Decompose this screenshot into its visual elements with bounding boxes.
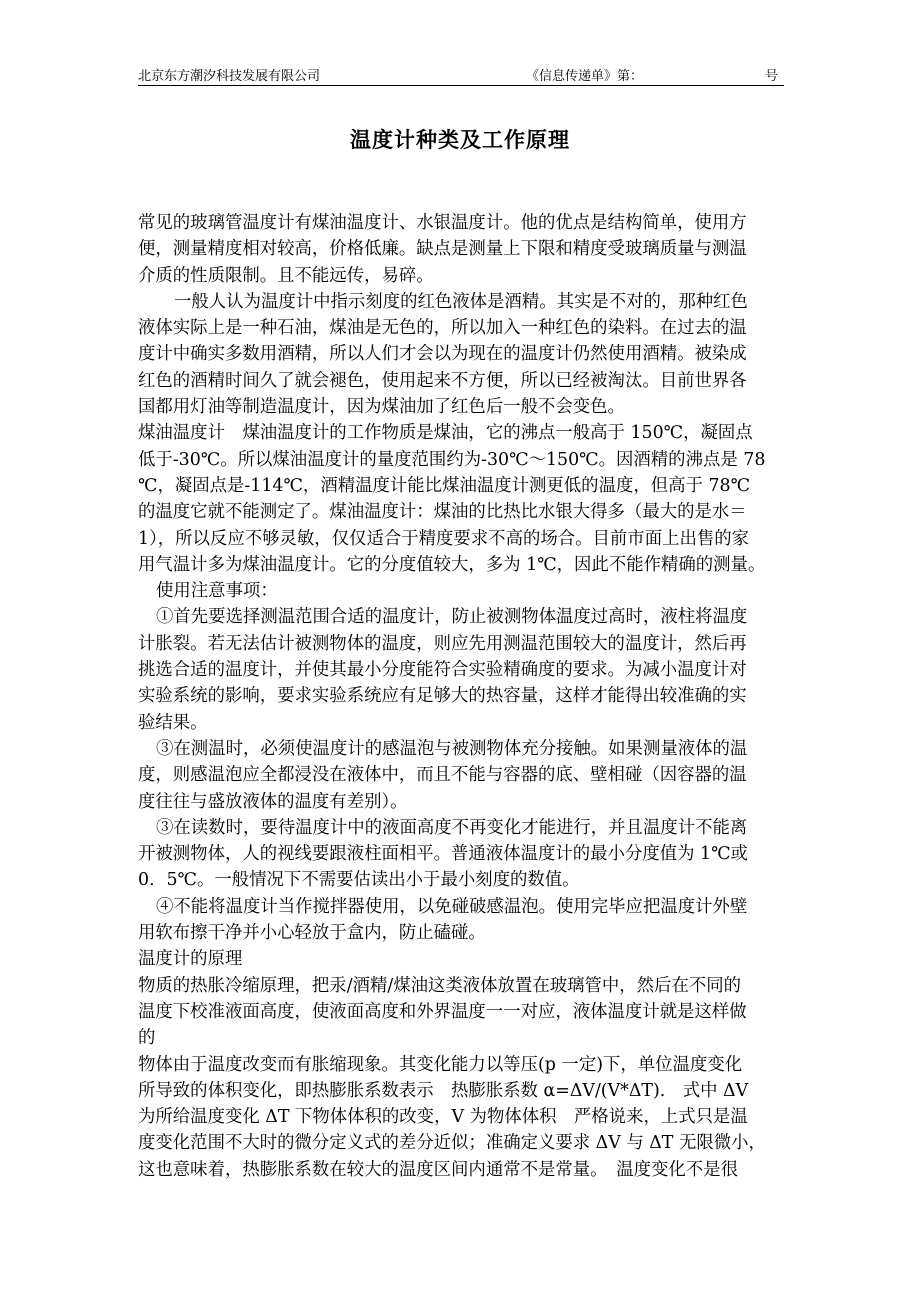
- text-line: 常见的玻璃管温度计有煤油温度计、水银温度计。他的优点是结构简单，使用方: [138, 213, 747, 233]
- text-line: 温度下校准液面高度，使液面高度和外界温度一一对应，液体温度计就是这样做: [138, 1001, 747, 1022]
- text-line: ④不能将温度计当作搅拌器使用，以免碰破感温泡。使用完毕应把温度计外壁: [156, 896, 748, 917]
- text-line: 实验系统的影响，要求实验系统应有足够大的热容量，这样才能得出较准确的实: [138, 686, 747, 707]
- text-line: 物质的热胀冷缩原理，把汞/酒精/煤油这类液体放置在玻璃管中，然后在不同的: [138, 975, 742, 996]
- text-line: 温度计的原理: [138, 949, 243, 970]
- text-line: 国都用灯油等制造温度计，因为煤油加了红色后一般不会变色。: [138, 397, 625, 418]
- header-company: 北京东方潮汐科技发展有限公司: [138, 69, 321, 84]
- text-line: 用气温计多为煤油温度计。它的分度值较大，多为 1℃，因此不能作精确的测量。: [138, 554, 766, 575]
- text-line: 的温度它就不能测定了。煤油温度计：煤油的比热比水银大得多（最大的是水＝: [138, 502, 747, 523]
- text-line: 度，则感温泡应全都浸没在液体中，而且不能与容器的底、壁相碰（因容器的温: [138, 765, 747, 786]
- text-line: 液体实际上是一种石油，煤油是无色的，所以加入一种红色的染料。在过去的温: [138, 318, 747, 339]
- text-line: 这也意味着，热膨胀系数在较大的温度区间内通常不是常量。 温度变化不是很: [138, 1159, 738, 1180]
- text-line: 计胀裂。若无法估计被测物体的温度，则应先用测温范围较大的温度计，然后再: [138, 633, 747, 654]
- text-line: 介质的性质限制。且不能远传，易碎。: [138, 265, 434, 286]
- text-line: 验结果。: [138, 712, 208, 733]
- text-line: 低于-30℃。所以煤油温度计的量度范围约为-30℃～150℃。因酒精的沸点是 78: [138, 449, 766, 470]
- text-line: 一般人认为温度计中指示刻度的红色液体是酒精。其实是不对的，那种红色: [174, 291, 748, 312]
- text-line: 0．5℃。一般情况下不需要估读出小于最小刻度的数值。: [138, 870, 580, 891]
- text-line: 度往往与盛放液体的温度有差别）。: [138, 791, 408, 812]
- text-line: 煤油温度计 煤油温度计的工作物质是煤油，它的沸点一般高于 150℃，凝固点: [138, 423, 753, 444]
- text-line: 用软布擦干净并小心轻放于盒内，防止磕碰。: [138, 923, 486, 944]
- text-line: 便，测量精度相对较高，价格低廉。缺点是测量上下限和精度受玻璃质量与测温: [138, 239, 747, 260]
- text-line: 物体由于温度改变而有胀缩现象。其变化能力以等压(p 一定)下，单位温度变化: [138, 1054, 743, 1075]
- text-line: 度变化范围不大时的微分定义式的差分近似；准确定义要求 ΔV 与 ΔT 无限微小，: [138, 1133, 766, 1154]
- text-line: 红色的酒精时间久了就会褪色，使用起来不方便，所以已经被淘汰。目前世界各: [138, 370, 747, 391]
- text-line: 使用注意事项：: [156, 581, 278, 602]
- text-line: 度计中确实多数用酒精，所以人们才会以为现在的温度计仍然使用酒精。被染成: [138, 344, 747, 365]
- text-line: 开被测物体，人的视线要跟液柱面相平。普通液体温度计的最小分度值为 1℃或: [138, 844, 748, 865]
- document-body: [138, 210, 788, 1183]
- header-number-suffix: 号: [764, 69, 778, 84]
- text-line: 的: [138, 1028, 156, 1049]
- text-line: 1），所以反应不够灵敏，仅仅适合于精度要求不高的场合。目前市面上出售的家: [138, 528, 750, 549]
- text-line: 所导致的体积变化，即热膨胀系数表示 热膨胀系数 α=ΔV/(V*ΔT). 式中 ΔV: [138, 1080, 749, 1101]
- header-rule: [138, 85, 784, 86]
- text-line: ③在读数时，要待温度计中的液面高度不再变化才能进行，并且温度计不能离: [156, 817, 748, 838]
- page-header: [138, 65, 784, 85]
- document-title: 温度计种类及工作原理: [350, 128, 570, 152]
- text-line: 挑选合适的温度计，并使其最小分度能符合实验精确度的要求。为减小温度计对: [138, 660, 747, 681]
- text-line: ①首先要选择测温范围合适的温度计，防止被测物体温度过高时，液柱将温度: [156, 607, 748, 628]
- header-form-label: 《信息传递单》第：: [526, 69, 644, 84]
- text-line: ③在测温时，必须使温度计的感温泡与被测物体充分接触。如果测量液体的温: [156, 738, 748, 759]
- text-line: ℃，凝固点是-114℃，酒精温度计能比煤油温度计测更低的温度，但高于 78℃: [138, 475, 751, 496]
- text-line: 为所给温度变化 ΔT 下物体体积的改变，V 为物体体积 严格说来，上式只是温: [138, 1107, 748, 1128]
